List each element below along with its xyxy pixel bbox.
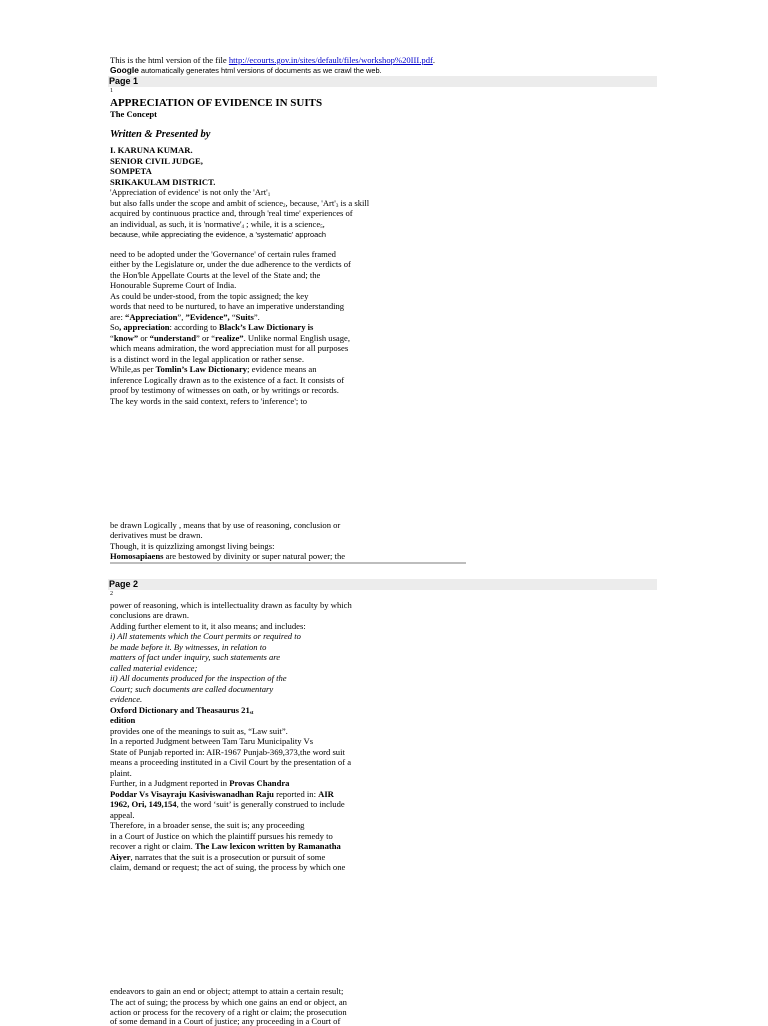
italic-line: evidence. <box>110 694 143 704</box>
paragraph-line: Honourable Supreme Court of India. <box>110 280 237 290</box>
paragraph-line: power of reasoning, which is intellectuality drawn as faculty by which <box>110 600 352 610</box>
author-line: SENIOR CIVIL JUDGE, <box>110 156 203 166</box>
paragraph-line: Therefore, in a broader sense, the suit is; any proceeding <box>110 820 305 830</box>
paragraph-line: edition <box>110 715 136 725</box>
paragraph-line: plaint. <box>110 768 132 778</box>
paragraph-line: The act of suing; the process by which one gains an end or object, an <box>110 997 347 1007</box>
paragraph-line: In a reported Judgment between Tam Taru Municipality Vs <box>110 736 314 746</box>
paragraph-line: While,as per Tomlin’s Law Dictionary; evidence means an <box>110 364 317 374</box>
written-by-heading: Written & Presented by <box>110 129 211 140</box>
google-label: Google <box>110 65 139 75</box>
paragraph-line: 'Appreciation of evidence' is not only the '$Art'_1$ <box>110 187 271 198</box>
paragraph-line: Aiyer, narrates that the suit is a prosecution or pursuit of some <box>110 852 326 862</box>
paragraph-line: means a proceeding instituted in a Civil Court by the presentation of a <box>110 757 352 767</box>
page-separator <box>110 562 466 564</box>
paragraph-line: proof by testimony of witnesses on oath, or by writings or records. <box>110 385 339 395</box>
paragraph-line: in a Court of Justice on which the plaintiff pursues his remedy to <box>110 831 333 841</box>
italic-line: called material evidence; <box>110 663 198 673</box>
italic-line: matters of fact under inquiry, such statements are <box>110 652 281 662</box>
paragraph-line: State of Punjab reported in: AIR-1967 Punjab-369,373,the word suit <box>110 747 345 757</box>
source-file-link[interactable]: http://ecourts.gov.in/sites/default/files/workshop%20III.pdf <box>228 55 433 65</box>
page-number-2: 2 <box>110 591 113 597</box>
paragraph-line: words that need to be nurtured, to have an imperative understanding <box>110 301 345 311</box>
paragraph-line: appeal. <box>110 810 135 820</box>
page-number-1: 1 <box>110 88 113 94</box>
paragraph-line: an individual, as such, it is '$normative'_4$ ; while, it is a science$_5$, <box>110 219 325 230</box>
oxford-reference: Oxford Dictionary and Theasaurus $21_{st}$ <box>110 705 254 716</box>
paragraph-line: provides one of the meanings to suit as, “Law suit”. <box>110 726 288 736</box>
paragraph-line: As could be under-stood, from the topic assigned; the key <box>110 291 309 301</box>
paragraph-line: So, appreciation: according to Black’s Law Dictionary is <box>110 322 314 332</box>
italic-line: Court; such documents are called documentary <box>110 684 274 694</box>
italic-line: i) All statements which the Court permits or required to <box>110 631 301 641</box>
paragraph-line: Homosapiaens are bestowed by divinity or super natural power; the <box>110 551 346 561</box>
paragraph-line: 1962, Ori, 149,154, the word ‘suit’ is generally construed to include <box>110 799 345 809</box>
google-notice <box>110 65 382 76</box>
paragraph-line: because, while appreciating the evidence, a 'systematic' approach <box>110 230 327 239</box>
paragraph-line: conclusions are drawn. <box>110 610 189 620</box>
paragraph-line: recover a right or claim. The Law lexicon written by Ramanatha <box>110 841 341 851</box>
page-2-bar: Page 2 <box>108 579 657 590</box>
page-1-bar: Page 1 <box>108 76 657 87</box>
paragraph-line: “know” or “understand” or “realize”. Unlike normal English usage, <box>110 333 351 343</box>
paragraph-line: Further, in a Judgment reported in Provas Chandra <box>110 778 290 788</box>
paragraph-line: Poddar Vs Visayraju Kasiviswanadhan Raju reported in: AIR <box>110 789 334 799</box>
paragraph-line: is a distinct word in the legal application or rather sense. <box>110 354 305 364</box>
paragraph-line: which means admiration, the word appreciation must for all purposes <box>110 343 349 353</box>
paragraph-line: endeavors to gain an end or object; attempt to attain a certain result; <box>110 986 344 996</box>
paragraph-line: acquired by continuous practice and, through 'real time' experiences of <box>110 208 353 218</box>
paragraph-line: The key words in the said context, refers to 'inference'; to <box>110 396 308 406</box>
author-line: SRIKAKULAM DISTRICT. <box>110 177 216 187</box>
google-notice-text: automatically generates html versions of documents as we crawl the web. <box>138 66 382 75</box>
paragraph-line: but also falls under the scope and ambit of science$_2$, because, '$Art'_3$ is a skill <box>110 198 370 209</box>
document-title: APPRECIATION OF EVIDENCE IN SUITS <box>110 97 323 109</box>
document-subtitle: The Concept <box>110 109 158 119</box>
notice-text: This is the html version of the file <box>110 55 229 65</box>
paragraph-line: action or process for the recovery of a right or claim; the prosecution <box>110 1007 347 1017</box>
paragraph-line: Adding further element to it, it also means; and includes: <box>110 621 306 631</box>
paragraph-line: be drawn Logically , means that by use of reasoning, conclusion or <box>110 520 341 530</box>
paragraph-line: are: “Appreciation”, ”Evidence”, “Suits”. <box>110 312 260 322</box>
paragraph-line: inference Logically drawn as to the existence of a fact. It consists of <box>110 375 345 385</box>
author-line: SOMPETA <box>110 166 152 176</box>
paragraph-line: Though, it is quizzlizing amongst living beings: <box>110 541 275 551</box>
paragraph-line: claim, demand or request; the act of suing, the process by which one <box>110 862 346 872</box>
italic-line: ii) All documents produced for the inspection of the <box>110 673 287 683</box>
paragraph-line: of some demand in a Court of justice; any proceeding in a Court of <box>110 1016 341 1026</box>
paragraph-line: either by the Legislature or, under the due adherence to the verdicts of <box>110 259 351 269</box>
html-version-notice: This is the html version of the file http://ecourts.gov.in/sites/default/files/workshop%20III.pdf. <box>110 55 436 65</box>
paragraph-line: the Hon'ble Appellate Courts at the level of the State and; the <box>110 270 321 280</box>
author-line: I. KARUNA KUMAR. <box>110 145 193 155</box>
italic-line: be made before it. By witnesses, in relation to <box>110 642 267 652</box>
paragraph-line: need to be adopted under the 'Governance' of certain rules framed <box>110 249 336 259</box>
paragraph-line: derivatives must be drawn. <box>110 530 203 540</box>
